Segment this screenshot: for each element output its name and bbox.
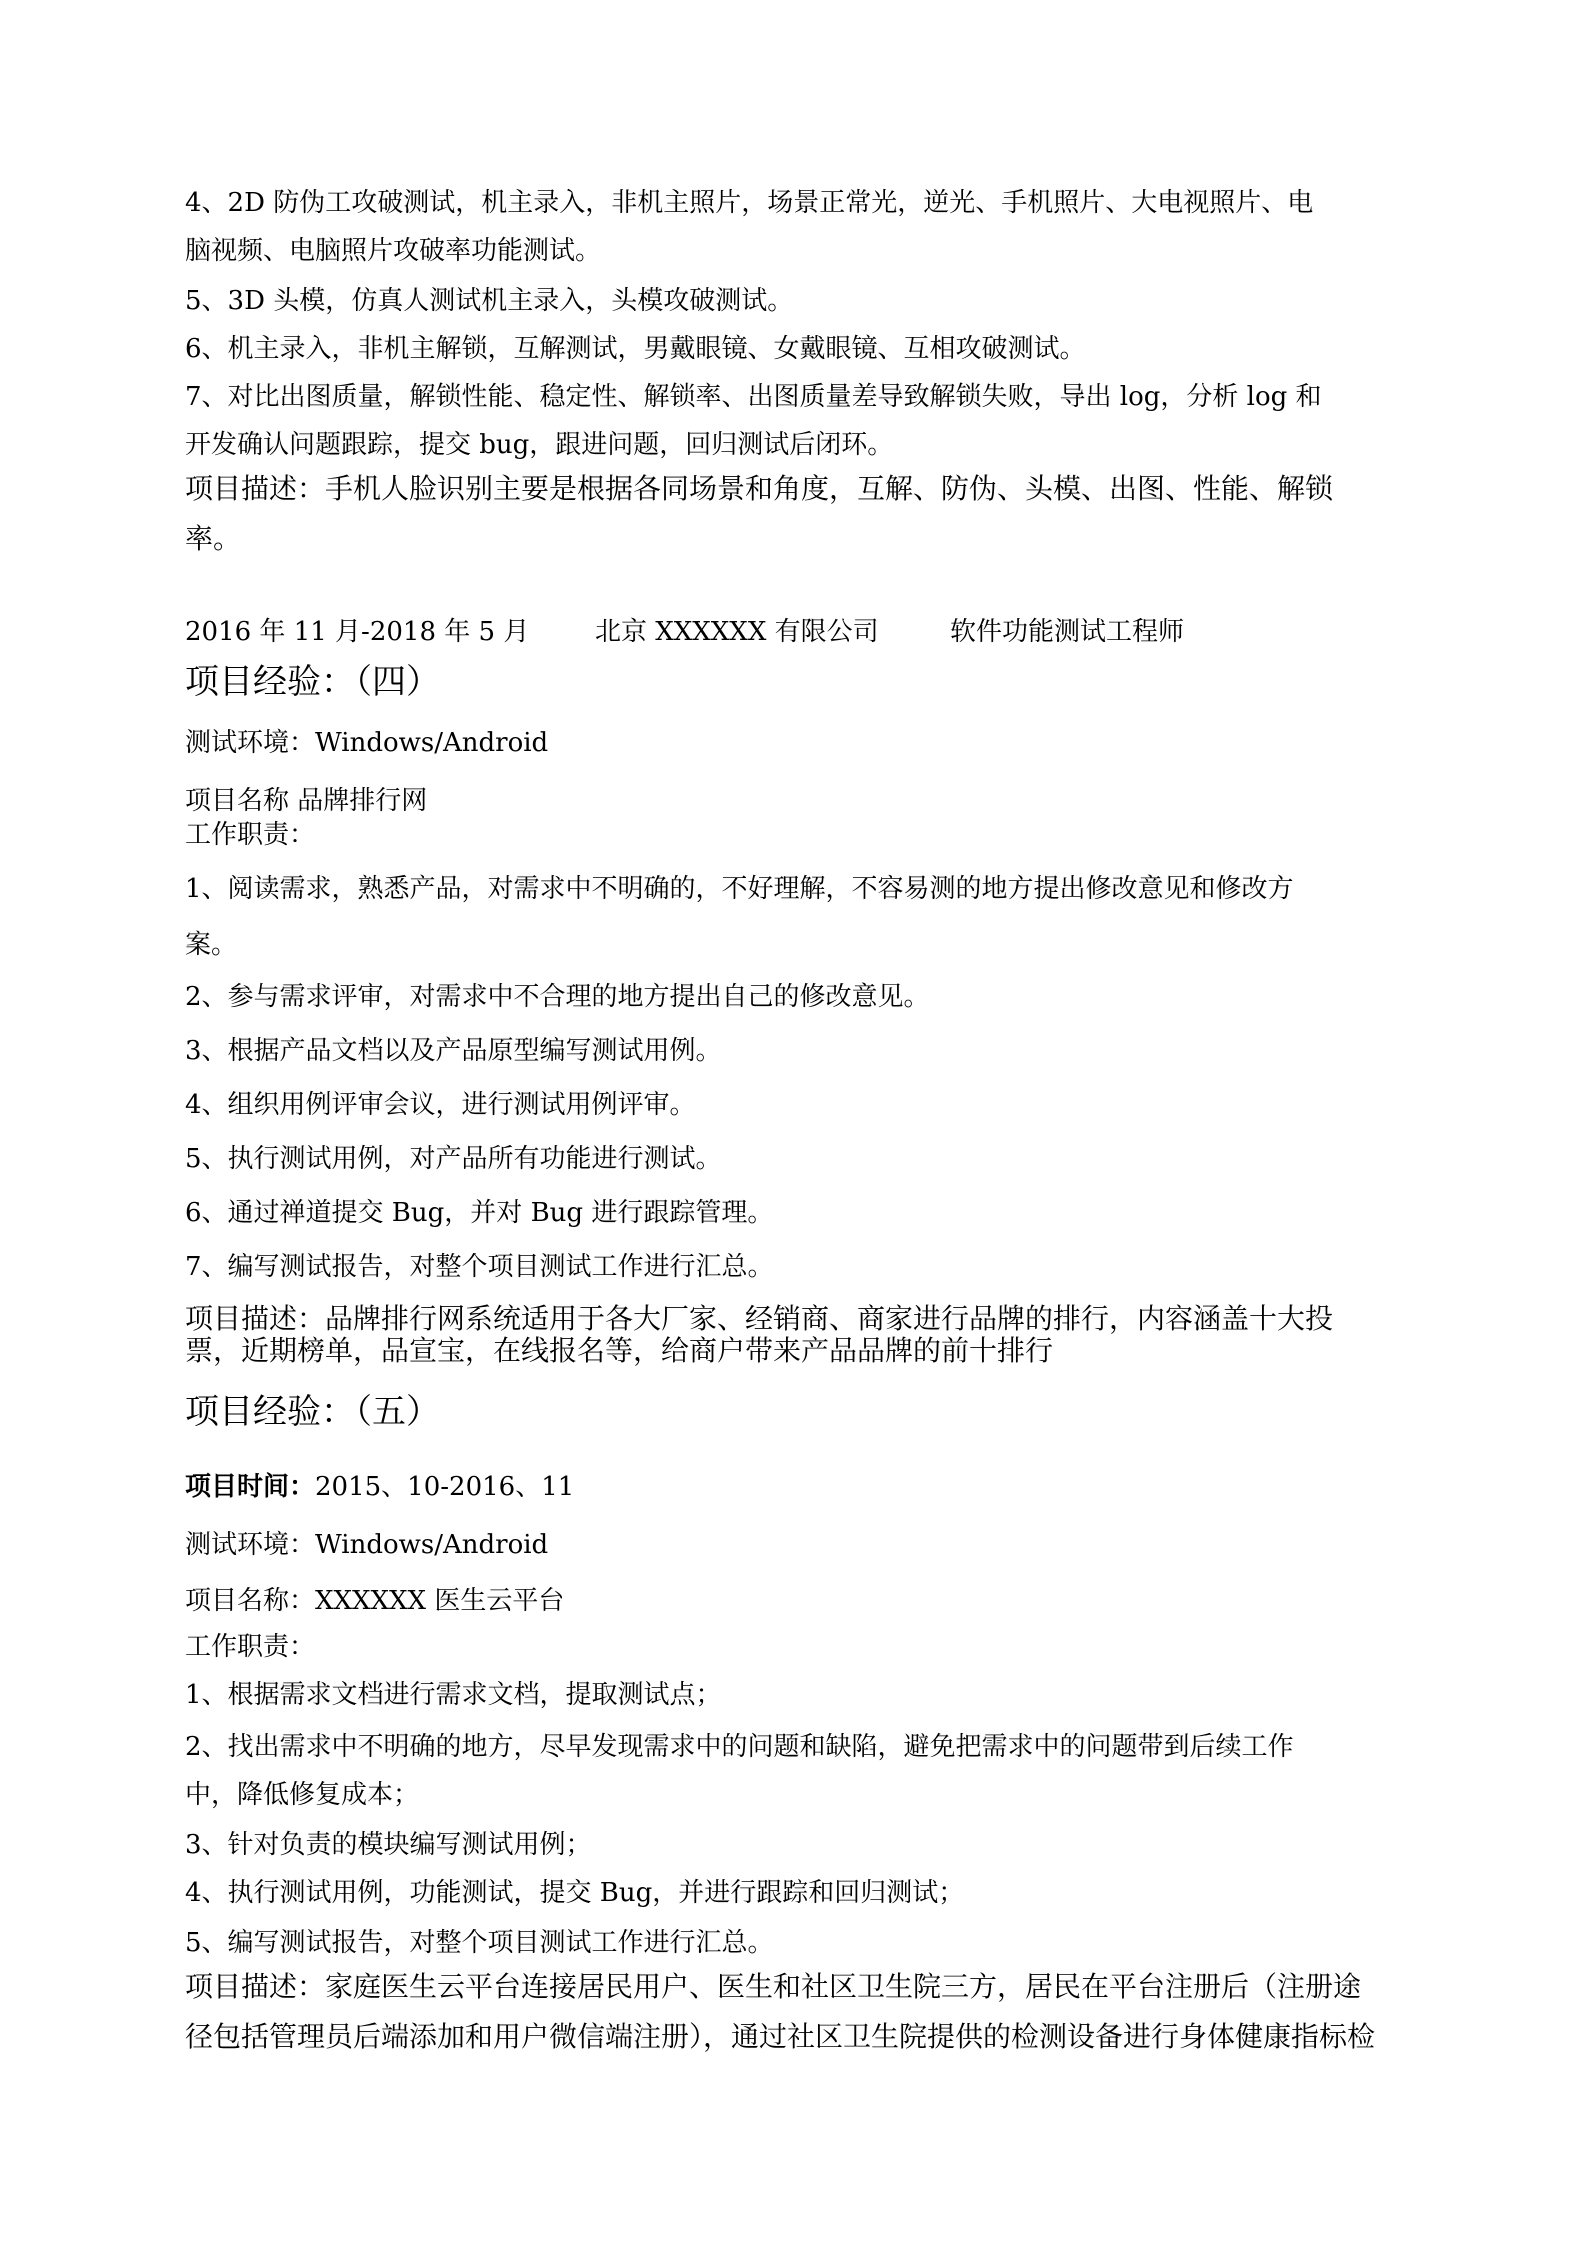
project-description: 项目描述：手机人脸识别主要是根据各同场景和角度，互解、防伪、头模、出图、性能、解锁 <box>185 472 1334 505</box>
project-description: 项目描述：品牌排行网系统适用于各大厂家、经销商、商家进行品牌的排行，内容涵盖十大投 <box>185 1302 1334 1335</box>
duty-item: 4、执行测试用例，功能测试，提交 Bug，并进行跟踪和回归测试； <box>185 1878 965 1908</box>
duty-item: 1、阅读需求，熟悉产品，对需求中不明确的，不好理解，不容易测的地方提出修改意见和修改方 <box>185 874 1294 904</box>
duty-item: 5、编写测试报告，对整个项目测试工作进行汇总。 <box>185 1928 774 1958</box>
duty-item: 3、根据产品文档以及产品原型编写测试用例。 <box>185 1036 722 1066</box>
job-title: 软件功能测试工程师 <box>950 617 1185 647</box>
duty-item: 6、机主录入，非机主解锁，互解测试，男戴眼镜、女戴眼镜、互相攻破测试。 <box>185 334 1086 364</box>
duty-item: 4、2D 防伪工攻破测试，机主录入，非机主照片，场景正常光，逆光、手机照片、大电视照片、电 <box>185 188 1314 218</box>
duty-item: 2、参与需求评审，对需求中不合理的地方提出自己的修改意见。 <box>185 982 930 1012</box>
project-description-cont: 票，近期榜单，品宣宝，在线报名等，给商户带来产品品牌的前十排行 <box>185 1334 1054 1367</box>
duty-item: 7、编写测试报告，对整个项目测试工作进行汇总。 <box>185 1252 774 1282</box>
duty-item: 5、3D 头模，仿真人测试机主录入，头模攻破测试。 <box>185 286 794 316</box>
job-company: 北京 XXXXXX 有限公司 <box>595 617 879 647</box>
project-time-label: 项目时间： <box>185 1472 316 1502</box>
project-description-cont: 率。 <box>185 522 242 555</box>
project-description-cont: 径包括管理员后端添加和用户微信端注册），通过社区卫生院提供的检测设备进行身体健康指标检 <box>185 2020 1376 2053</box>
duty-item: 5、执行测试用例，对产品所有功能进行测试。 <box>185 1144 722 1174</box>
project-description: 项目描述：家庭医生云平台连接居民用户、医生和社区卫生院三方，居民在平台注册后（注册途 <box>185 1970 1362 2003</box>
duty-item: 中，降低修复成本； <box>185 1780 420 1810</box>
project-heading: 项目经验：（四） <box>185 662 440 702</box>
duty-item: 脑视频、电脑照片攻破率功能测试。 <box>185 236 602 266</box>
project-name: 项目名称 品牌排行网 <box>185 786 428 816</box>
duty-item: 4、组织用例评审会议，进行测试用例评审。 <box>185 1090 696 1120</box>
duty-item: 6、通过禅道提交 Bug，并对 Bug 进行跟踪管理。 <box>185 1198 774 1228</box>
job-period: 2016 年 11 月-2018 年 5 月 <box>185 617 530 647</box>
duty-item: 案。 <box>185 930 238 960</box>
duty-item: 7、对比出图质量，解锁性能、稳定性、解锁率、出图质量差导致解锁失败，导出 log，分析 log 和 <box>185 382 1322 412</box>
duty-item: 1、根据需求文档进行需求文档，提取测试点； <box>185 1680 722 1710</box>
duty-item: 开发确认问题跟踪，提交 bug，跟进问题，回归测试后闭环。 <box>185 430 894 460</box>
duty-item: 2、找出需求中不明确的地方，尽早发现需求中的问题和缺陷，避免把需求中的问题带到后续工作 <box>185 1732 1294 1762</box>
duties-label: 工作职责： <box>185 1632 316 1662</box>
project-time-value: 2015、10-2016、11 <box>315 1472 575 1502</box>
test-environment: 测试环境：Windows/Android <box>185 1530 549 1560</box>
test-environment: 测试环境：Windows/Android <box>185 728 549 758</box>
project-time <box>185 1470 1405 1504</box>
project-heading: 项目经验：（五） <box>185 1392 440 1432</box>
duties-label: 工作职责： <box>185 820 316 850</box>
project-name: 项目名称：XXXXXX 医生云平台 <box>185 1586 565 1616</box>
duty-item: 3、针对负责的模块编写测试用例； <box>185 1830 592 1860</box>
